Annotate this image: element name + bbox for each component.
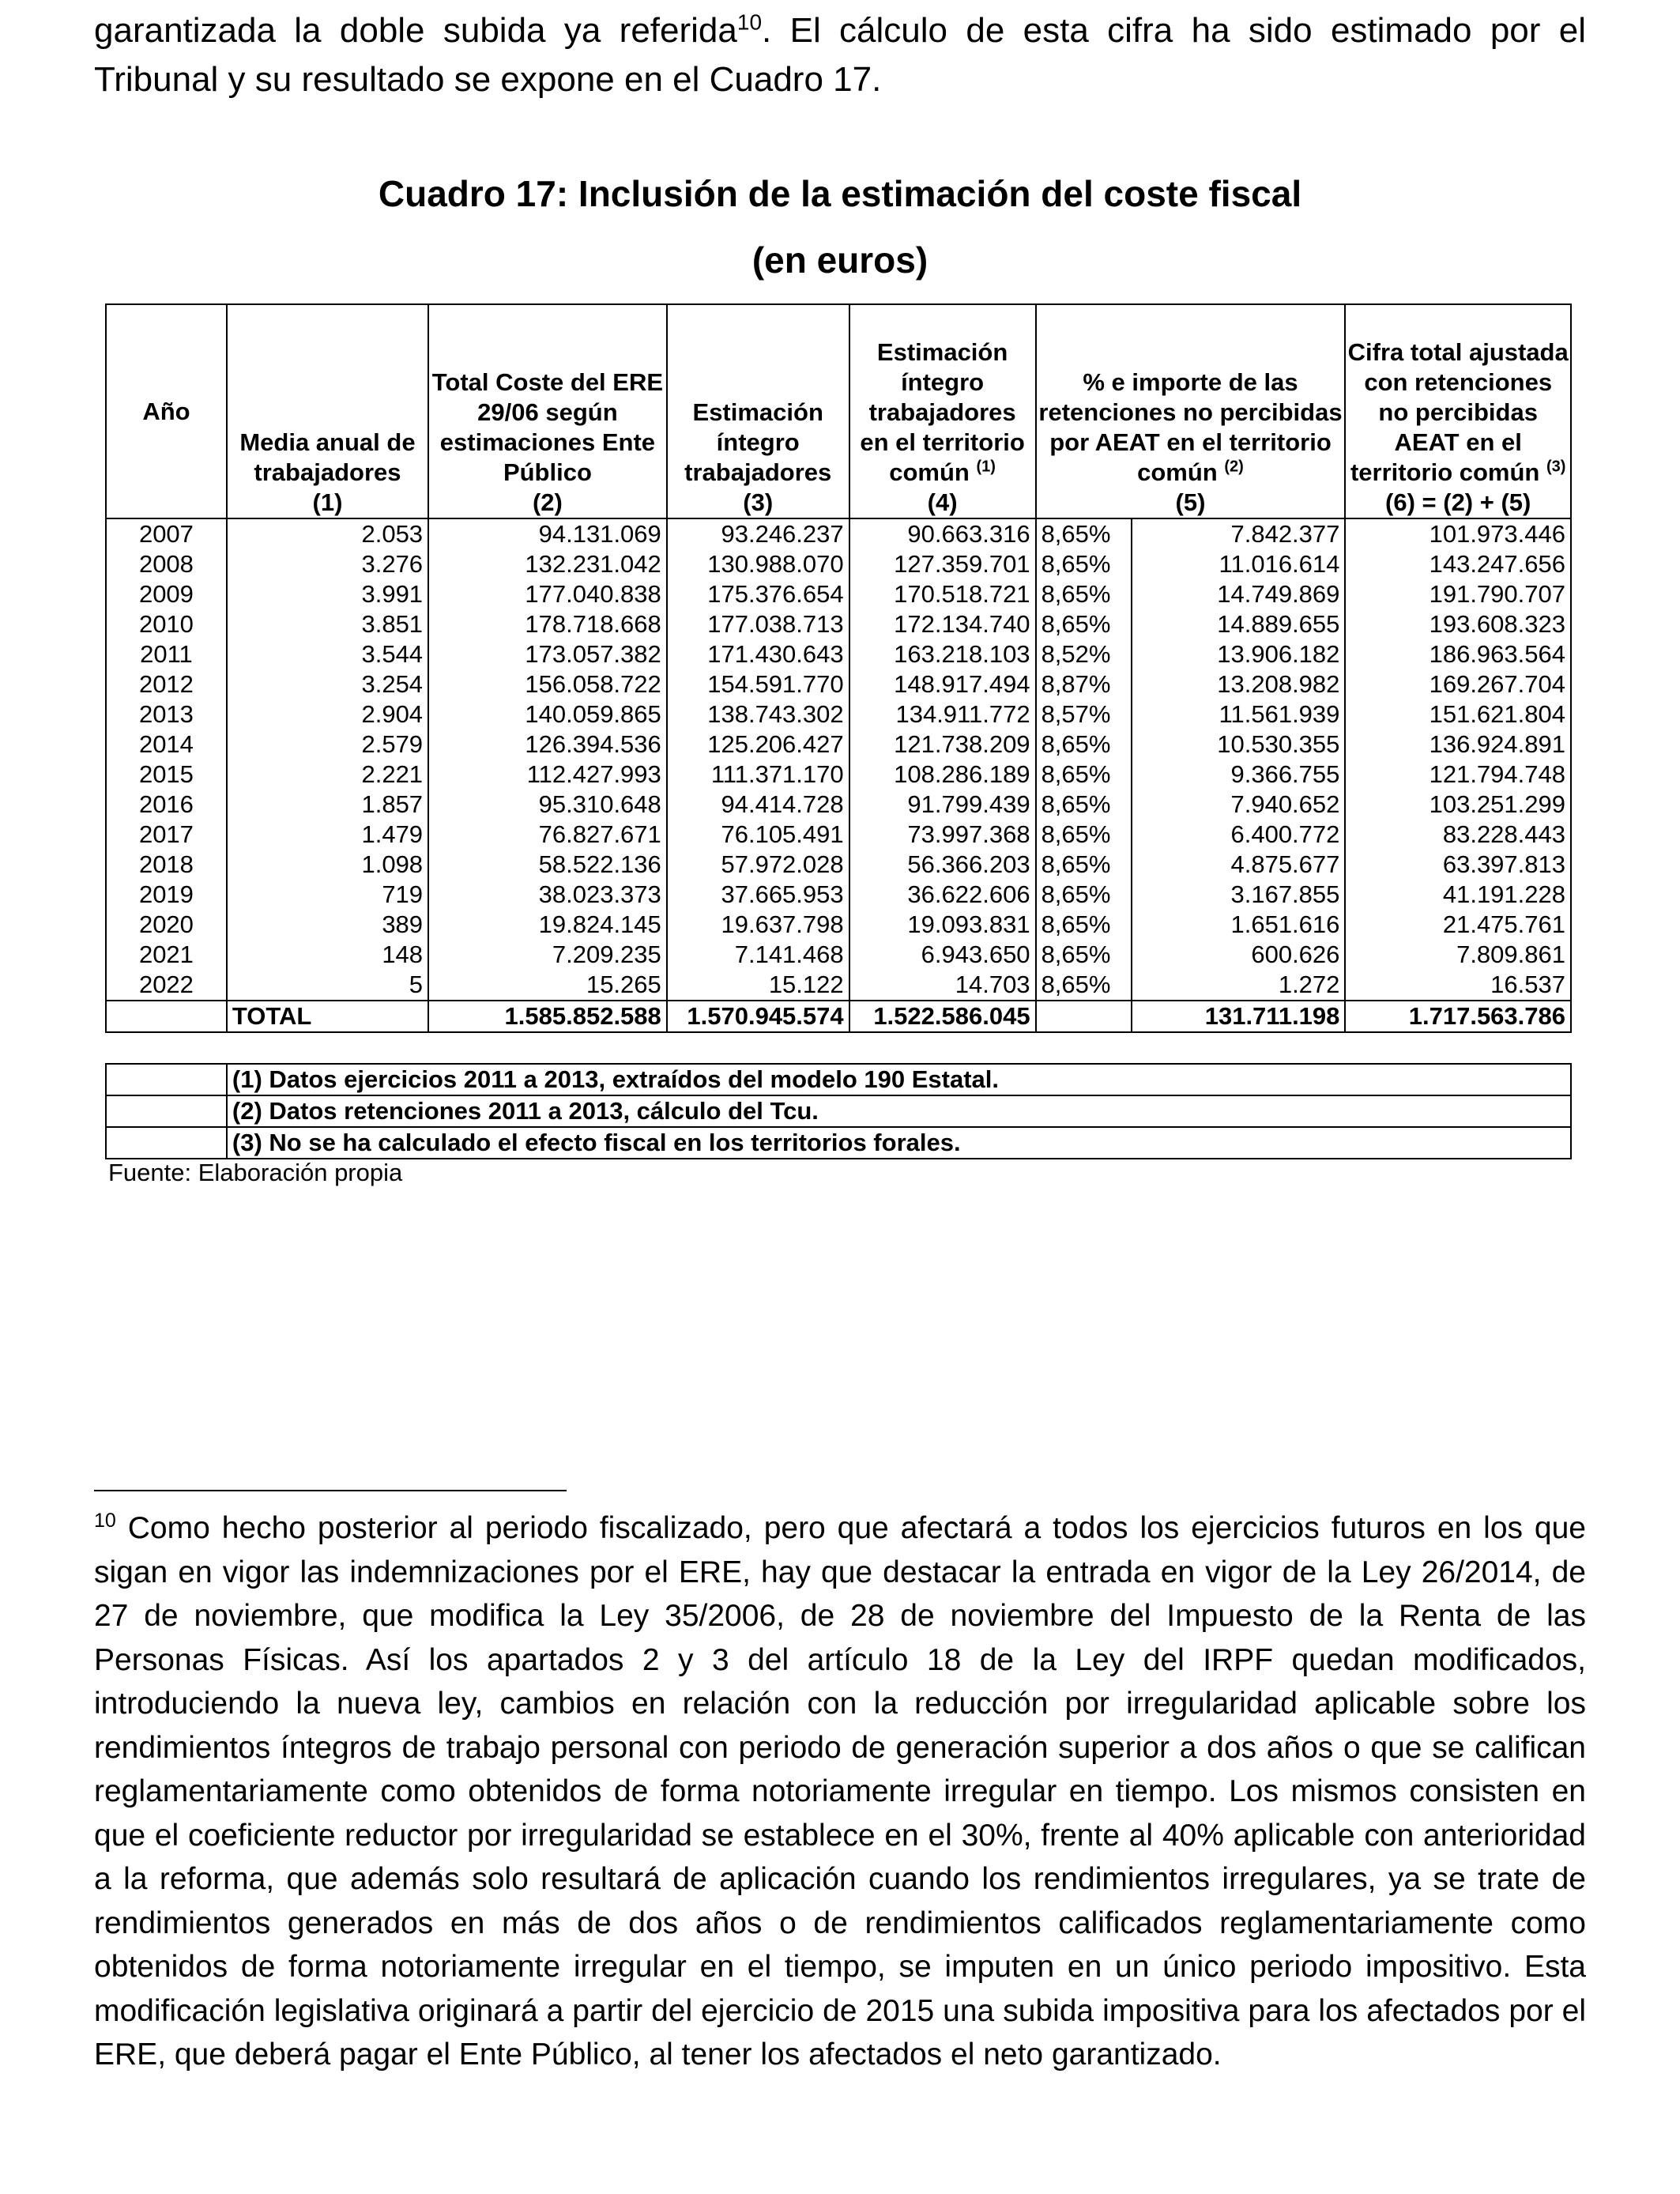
- cell-workers: 3.254: [227, 669, 428, 699]
- table-row: [106, 820, 1571, 850]
- cell-est-integro: 125.206.427: [667, 729, 849, 760]
- cell-total-cost: 173.057.382: [428, 639, 667, 669]
- cell-year: 2022: [106, 970, 227, 1001]
- cell-total-cost: 38.023.373: [428, 880, 667, 910]
- cell-est-comun: 134.911.772: [849, 699, 1036, 729]
- cell-workers: 1.857: [227, 790, 428, 820]
- cell-est-comun: 108.286.189: [849, 760, 1036, 790]
- cell-retenciones: 4.875.677: [1132, 850, 1345, 880]
- table-subtitle: (en euros): [751, 239, 929, 281]
- footnote-ref-10[interactable]: 10: [736, 9, 763, 35]
- cell-year: 2021: [106, 940, 227, 970]
- cell-year: 2013: [106, 699, 227, 729]
- cell-est-comun: 36.622.606: [849, 880, 1036, 910]
- header-est-comun: Estimación íntegro trabajadores en el territorio común $^{(1)}$ (4): [849, 304, 1036, 518]
- cell-est-integro: 7.141.468: [667, 940, 849, 970]
- cell-retenciones: 14.749.869: [1132, 579, 1345, 609]
- note-empty-cell: [106, 1095, 227, 1127]
- cell-est-integro: 15.122: [667, 970, 849, 1001]
- cell-total-cost: 156.058.722: [428, 669, 667, 699]
- table-row: [106, 760, 1571, 790]
- cell-workers: 2.221: [227, 760, 428, 790]
- cell-total-ajustada: 16.537: [1345, 970, 1571, 1001]
- cell-est-comun: 170.518.721: [849, 579, 1036, 609]
- table-row: [106, 669, 1571, 699]
- cell-est-integro: 138.743.302: [667, 699, 849, 729]
- cell-workers: 2.053: [227, 518, 428, 549]
- cell-total-cost: 112.427.993: [428, 760, 667, 790]
- cell-pct: 8,65%: [1036, 880, 1132, 910]
- cell-total-ajustada: 101.973.446: [1345, 518, 1571, 549]
- total-est-integro: 1.570.945.574: [667, 1001, 849, 1032]
- table-note: (2) Datos retenciones 2011 a 2013, cálculo del Tcu.: [227, 1095, 1571, 1127]
- cell-total-cost: 140.059.865: [428, 699, 667, 729]
- cell-total-cost: 132.231.042: [428, 549, 667, 579]
- cell-total-cost: 177.040.838: [428, 579, 667, 609]
- table-row: [106, 729, 1571, 760]
- table-note-row: [106, 1095, 1571, 1127]
- cell-est-integro: 171.430.643: [667, 639, 849, 669]
- cell-total-cost: 58.522.136: [428, 850, 667, 880]
- table-row: [106, 940, 1571, 970]
- cell-retenciones: 11.561.939: [1132, 699, 1345, 729]
- cell-est-integro: 37.665.953: [667, 880, 849, 910]
- cell-pct: 8,52%: [1036, 639, 1132, 669]
- table-row: [106, 970, 1571, 1001]
- cell-est-integro: 76.105.491: [667, 820, 849, 850]
- cell-retenciones: 6.400.772: [1132, 820, 1345, 850]
- cell-est-integro: 19.637.798: [667, 910, 849, 940]
- cell-year: 2010: [106, 609, 227, 639]
- table-note-row: [106, 1127, 1571, 1159]
- table-header-row: [106, 304, 1571, 518]
- cell-est-integro: 154.591.770: [667, 669, 849, 699]
- cell-est-integro: 130.988.070: [667, 549, 849, 579]
- table-source: Fuente: Elaboración propia: [108, 1159, 403, 1186]
- table-row: [106, 699, 1571, 729]
- cell-est-comun: 172.134.740: [849, 609, 1036, 639]
- cell-total-cost: 7.209.235: [428, 940, 667, 970]
- table-note-row: [106, 1064, 1571, 1095]
- cell-est-comun: 19.093.831: [849, 910, 1036, 940]
- cell-est-comun: 163.218.103: [849, 639, 1036, 669]
- total-retenciones: 131.711.198: [1132, 1001, 1345, 1032]
- total-est-comun: 1.522.586.045: [849, 1001, 1036, 1032]
- footnote-10: [94, 1506, 1586, 2077]
- cell-est-comun: 14.703: [849, 970, 1036, 1001]
- intro-paragraph: [94, 6, 1586, 104]
- cell-workers: 3.544: [227, 639, 428, 669]
- table-row: [106, 790, 1571, 820]
- cell-total-ajustada: 63.397.813: [1345, 850, 1571, 880]
- cell-pct: 8,65%: [1036, 549, 1132, 579]
- cell-year: 2020: [106, 910, 227, 940]
- cell-workers: 2.904: [227, 699, 428, 729]
- cell-retenciones: 1.272: [1132, 970, 1345, 1001]
- total-total-cost: 1.585.852.588: [428, 1001, 667, 1032]
- header-year: Año: [106, 304, 227, 518]
- footnote-number: 10: [94, 1510, 116, 1532]
- cell-year: 2007: [106, 518, 227, 549]
- cell-retenciones: 10.530.355: [1132, 729, 1345, 760]
- table-row: [106, 518, 1571, 549]
- total-label: TOTAL: [227, 1001, 428, 1032]
- cell-pct: 8,65%: [1036, 760, 1132, 790]
- cell-pct: 8,65%: [1036, 970, 1132, 1001]
- cell-year: 2008: [106, 549, 227, 579]
- cell-year: 2014: [106, 729, 227, 760]
- footnote-separator: [94, 1490, 567, 1491]
- cell-total-cost: 76.827.671: [428, 820, 667, 850]
- cell-workers: 3.991: [227, 579, 428, 609]
- table-body: [106, 518, 1571, 1159]
- table-row: [106, 880, 1571, 910]
- header-retenciones: % e importe de las retenciones no percibidas por AEAT en el territorio común $^{(2)}$ (5): [1036, 304, 1346, 518]
- cell-est-integro: 111.371.170: [667, 760, 849, 790]
- cell-total-ajustada: 41.191.228: [1345, 880, 1571, 910]
- cell-workers: 389: [227, 910, 428, 940]
- cell-year: 2011: [106, 639, 227, 669]
- cell-est-integro: 177.038.713: [667, 609, 849, 639]
- cell-pct: 8,65%: [1036, 729, 1132, 760]
- cell-year: 2009: [106, 579, 227, 609]
- header-total-ajustada: Cifra total ajustada con retenciones no percibidas AEAT en el territorio común $^{(3)}$ (6) = (2) + (5): [1345, 304, 1571, 518]
- table-row: [106, 910, 1571, 940]
- cell-year: 2019: [106, 880, 227, 910]
- cell-est-integro: 57.972.028: [667, 850, 849, 880]
- cell-est-integro: 175.376.654: [667, 579, 849, 609]
- table-title: Cuadro 17: Inclusión de la estimación del coste fiscal: [378, 173, 1302, 214]
- cell-retenciones: 13.906.182: [1132, 639, 1345, 669]
- cell-year: 2017: [106, 820, 227, 850]
- cell-pct: 8,57%: [1036, 699, 1132, 729]
- cell-workers: 3.851: [227, 609, 428, 639]
- gap-cell: [106, 1032, 1571, 1064]
- cell-workers: 1.479: [227, 820, 428, 850]
- cell-total-cost: 94.131.069: [428, 518, 667, 549]
- cell-total-ajustada: 136.924.891: [1345, 729, 1571, 760]
- cell-est-comun: 127.359.701: [849, 549, 1036, 579]
- cell-year: 2012: [106, 669, 227, 699]
- cell-retenciones: 1.651.616: [1132, 910, 1345, 940]
- cell-total-ajustada: 121.794.748: [1345, 760, 1571, 790]
- cell-pct: 8,87%: [1036, 669, 1132, 699]
- cell-total-ajustada: 169.267.704: [1345, 669, 1571, 699]
- cell-retenciones: 3.167.855: [1132, 880, 1345, 910]
- cell-total-ajustada: 191.790.707: [1345, 579, 1571, 609]
- total-total-ajustada: 1.717.563.786: [1345, 1001, 1571, 1032]
- cell-pct: 8,65%: [1036, 609, 1132, 639]
- footnote-text: Como hecho posterior al periodo fiscalizado, pero que afectará a todos los ejercicios futuros en los que sigan en vigor las indemnizaciones por el ERE, hay que destacar la entrada en vigor de la Ley 26/2014, de 27 de noviembre, que modifica la Ley 35/2006, de 28 de noviembre del Impuesto de la Renta de las Personas Físicas. Así los apartados 2 y 3 del artículo 18 de la Ley del IRPF quedan modificados, introduciendo la nueva ley, cambios en relación con la reducción por irregularidad aplicable sobre los rendimientos íntegros de trabajo personal con periodo de generación superior a dos años o que se califican reglamentariamente como obtenidos de forma notoriamente irregular en tiempo. Los mismos consisten en que el coeficiente reductor por irregularidad se establece en el 30%, frente al 40% aplicable con anterioridad a la reforma, que además solo resultará de aplicación cuando los rendimientos irregulares, ya se trate de rendimientos generados en más de dos años o de rendimientos calificados reglamentariamente como obtenidos de forma notoriamente irregular en el tiempo, se imputen en un único periodo impositivo. Esta modificación legislativa originará a partir del ejercicio de 2015 una subida impositiva para los afectados por el ERE, que deberá pagar el Ente Público, al tener los afectados el neto garantizado.: [94, 1511, 1586, 2071]
- cell-pct: 8,65%: [1036, 790, 1132, 820]
- cell-pct: 8,65%: [1036, 850, 1132, 880]
- header-workers: Media anual de trabajadores (1): [227, 304, 428, 518]
- cell-est-integro: 94.414.728: [667, 790, 849, 820]
- cell-total-cost: 15.265: [428, 970, 667, 1001]
- cell-workers: 1.098: [227, 850, 428, 880]
- cell-total-ajustada: 21.475.761: [1345, 910, 1571, 940]
- cell-pct: 8,65%: [1036, 910, 1132, 940]
- cell-est-comun: 6.943.650: [849, 940, 1036, 970]
- cell-pct: 8,65%: [1036, 940, 1132, 970]
- total-pct-empty: [1036, 1001, 1132, 1032]
- intro-text-before: garantizada la doble subida ya referida: [94, 11, 737, 50]
- cell-total-cost: 95.310.648: [428, 790, 667, 820]
- cell-total-ajustada: 186.963.564: [1345, 639, 1571, 669]
- cell-total-cost: 126.394.536: [428, 729, 667, 760]
- cell-total-ajustada: 143.247.656: [1345, 549, 1571, 579]
- table-row: [106, 609, 1571, 639]
- cell-total-cost: 178.718.668: [428, 609, 667, 639]
- cell-workers: 2.579: [227, 729, 428, 760]
- cell-workers: 719: [227, 880, 428, 910]
- cell-total-ajustada: 83.228.443: [1345, 820, 1571, 850]
- table-row: [106, 549, 1571, 579]
- cell-pct: 8,65%: [1036, 579, 1132, 609]
- cell-total-ajustada: 193.608.323: [1345, 609, 1571, 639]
- table-gap: [106, 1032, 1571, 1064]
- cell-year: 2015: [106, 760, 227, 790]
- header-est-integro: Estimación íntegro trabajadores (3): [667, 304, 849, 518]
- cell-est-comun: 56.366.203: [849, 850, 1036, 880]
- intro-text-after: . El cálculo de esta cifra ha sido estimado por el Tribunal y su resultado se expone en el Cuadro 17.: [94, 11, 1586, 99]
- cell-retenciones: 7.940.652: [1132, 790, 1345, 820]
- total-empty: [106, 1001, 227, 1032]
- table-note: (1) Datos ejercicios 2011 a 2013, extraídos del modelo 190 Estatal.: [227, 1064, 1571, 1095]
- cell-workers: 3.276: [227, 549, 428, 579]
- cell-retenciones: 11.016.614: [1132, 549, 1345, 579]
- cell-pct: 8,65%: [1036, 518, 1132, 549]
- table-row: [106, 579, 1571, 609]
- cell-est-comun: 90.663.316: [849, 518, 1036, 549]
- header-total-cost: Total Coste del ERE 29/06 según estimaciones Ente Público (2): [428, 304, 667, 518]
- cell-year: 2016: [106, 790, 227, 820]
- cell-est-comun: 91.799.439: [849, 790, 1036, 820]
- note-empty-cell: [106, 1064, 227, 1095]
- cell-est-integro: 93.246.237: [667, 518, 849, 549]
- cell-est-comun: 121.738.209: [849, 729, 1036, 760]
- cell-retenciones: 7.842.377: [1132, 518, 1345, 549]
- table-row: [106, 639, 1571, 669]
- cell-retenciones: 13.208.982: [1132, 669, 1345, 699]
- table-total-row: [106, 1001, 1571, 1032]
- cell-workers: 148: [227, 940, 428, 970]
- cell-retenciones: 14.889.655: [1132, 609, 1345, 639]
- cost-table: [105, 303, 1572, 1159]
- table-note: (3) No se ha calculado el efecto fiscal en los territorios forales.: [227, 1127, 1571, 1159]
- cell-total-ajustada: 7.809.861: [1345, 940, 1571, 970]
- cell-est-comun: 148.917.494: [849, 669, 1036, 699]
- cell-pct: 8,65%: [1036, 820, 1132, 850]
- table-row: [106, 850, 1571, 880]
- cell-workers: 5: [227, 970, 428, 1001]
- cell-year: 2018: [106, 850, 227, 880]
- cell-total-ajustada: 103.251.299: [1345, 790, 1571, 820]
- cell-retenciones: 600.626: [1132, 940, 1345, 970]
- cell-est-comun: 73.997.368: [849, 820, 1036, 850]
- cell-retenciones: 9.366.755: [1132, 760, 1345, 790]
- cell-total-ajustada: 151.621.804: [1345, 699, 1571, 729]
- cell-total-cost: 19.824.145: [428, 910, 667, 940]
- note-empty-cell: [106, 1127, 227, 1159]
